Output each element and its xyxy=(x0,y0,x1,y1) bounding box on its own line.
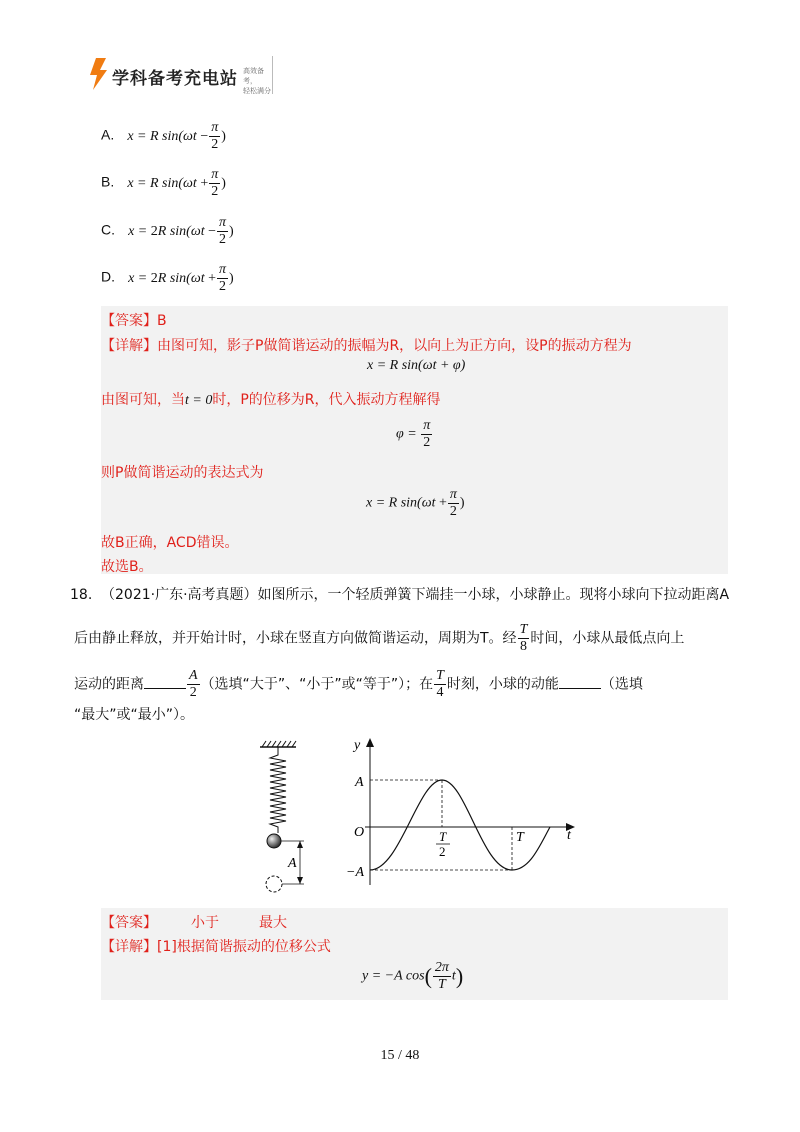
detail-line-2: 由图可知，当t = 0时，P的位移为R，代入振动方程解得 xyxy=(101,392,441,408)
question-number: 18. xyxy=(70,587,93,603)
brand-slogan: 高效备考， 轻松满分 xyxy=(243,67,271,95)
spring-figure xyxy=(250,735,580,895)
answer-blank-1[interactable] xyxy=(144,688,186,689)
question-line-2: 后由静止释放，并开始计时，小球在竖直方向做简谐运动，周期为T。经 $\frac{T}{8}$ 时间，小球从最低点向上 xyxy=(74,622,685,654)
ball-displaced xyxy=(266,876,282,892)
header-divider xyxy=(272,56,273,94)
spring-amplitude-label: A xyxy=(288,856,297,871)
answer-blank-2[interactable] xyxy=(559,688,601,689)
detail-line-3: 则P做简谐运动的表达式为 xyxy=(101,465,264,481)
question-line-3: 运动的距离 $\frac{A}{2}$ （选填“大于”、“小于”或“等于”）；在 $\frac{T}{4}$ 时刻，小球的动能 （选填 xyxy=(74,668,643,700)
label-T: T xyxy=(516,830,524,845)
equation-3: y = −A cos( $\frac{2\pi}{T}$ t) xyxy=(362,960,464,992)
ball xyxy=(267,834,281,848)
axis-y-label: y xyxy=(354,738,361,753)
detail-line-6: 【详解】[1]根据简谐振动的位移公式 xyxy=(101,939,331,955)
option-b: B. x = R sin(ωt + $\frac{\pi}{2}$ ) xyxy=(101,167,226,199)
lightning-icon xyxy=(88,58,108,90)
equation-1: x = R sin(ωt + φ) xyxy=(367,358,466,373)
answer-line-2: 【答案】 小于 最大 xyxy=(101,915,287,931)
equation-2: x = R sin(ωt + $\frac{\pi}{2}$ ) xyxy=(366,487,465,519)
option-a: A. x = R sin(ωt − $\frac{\pi}{2}$ ) xyxy=(101,120,226,152)
answer-line-1: 【答案】B xyxy=(101,313,167,329)
label-negA: −A xyxy=(346,865,364,880)
label-A: A xyxy=(355,775,364,790)
page-number: 15 / 48 xyxy=(380,1048,420,1063)
question-line-4: “最大”或“最小”）。 xyxy=(74,707,195,723)
option-d: D. x = 2R sin(ωt + $\frac{\pi}{2}$ ) xyxy=(101,262,234,294)
axis-t-label: t xyxy=(567,828,571,843)
displacement-curve xyxy=(370,780,550,870)
equation-phi: φ = $\frac{\pi}{2}$ xyxy=(396,418,431,450)
detail-line-4: 故B正确，ACD错误。 xyxy=(101,535,239,551)
detail-line-5: 故选B。 xyxy=(101,559,153,575)
detail-line-1: 【详解】由图可知，影子P做简谐运动的振幅为R，以向上为正方向，设P的振动方程为 xyxy=(101,338,632,354)
label-T2-num: T xyxy=(439,829,447,844)
option-c: C. x = 2R sin(ωt − $\frac{\pi}{2}$ ) xyxy=(101,215,234,247)
label-T2-den: 2 xyxy=(439,844,446,859)
brand-name: 学科备考充电站 xyxy=(112,69,238,89)
question-line-1: （2021·广东·高考真题）如图所示，一个轻质弹簧下端挂一小球，小球静止。现将小球向下拉动距离A xyxy=(101,587,730,603)
label-O: O xyxy=(354,825,365,840)
